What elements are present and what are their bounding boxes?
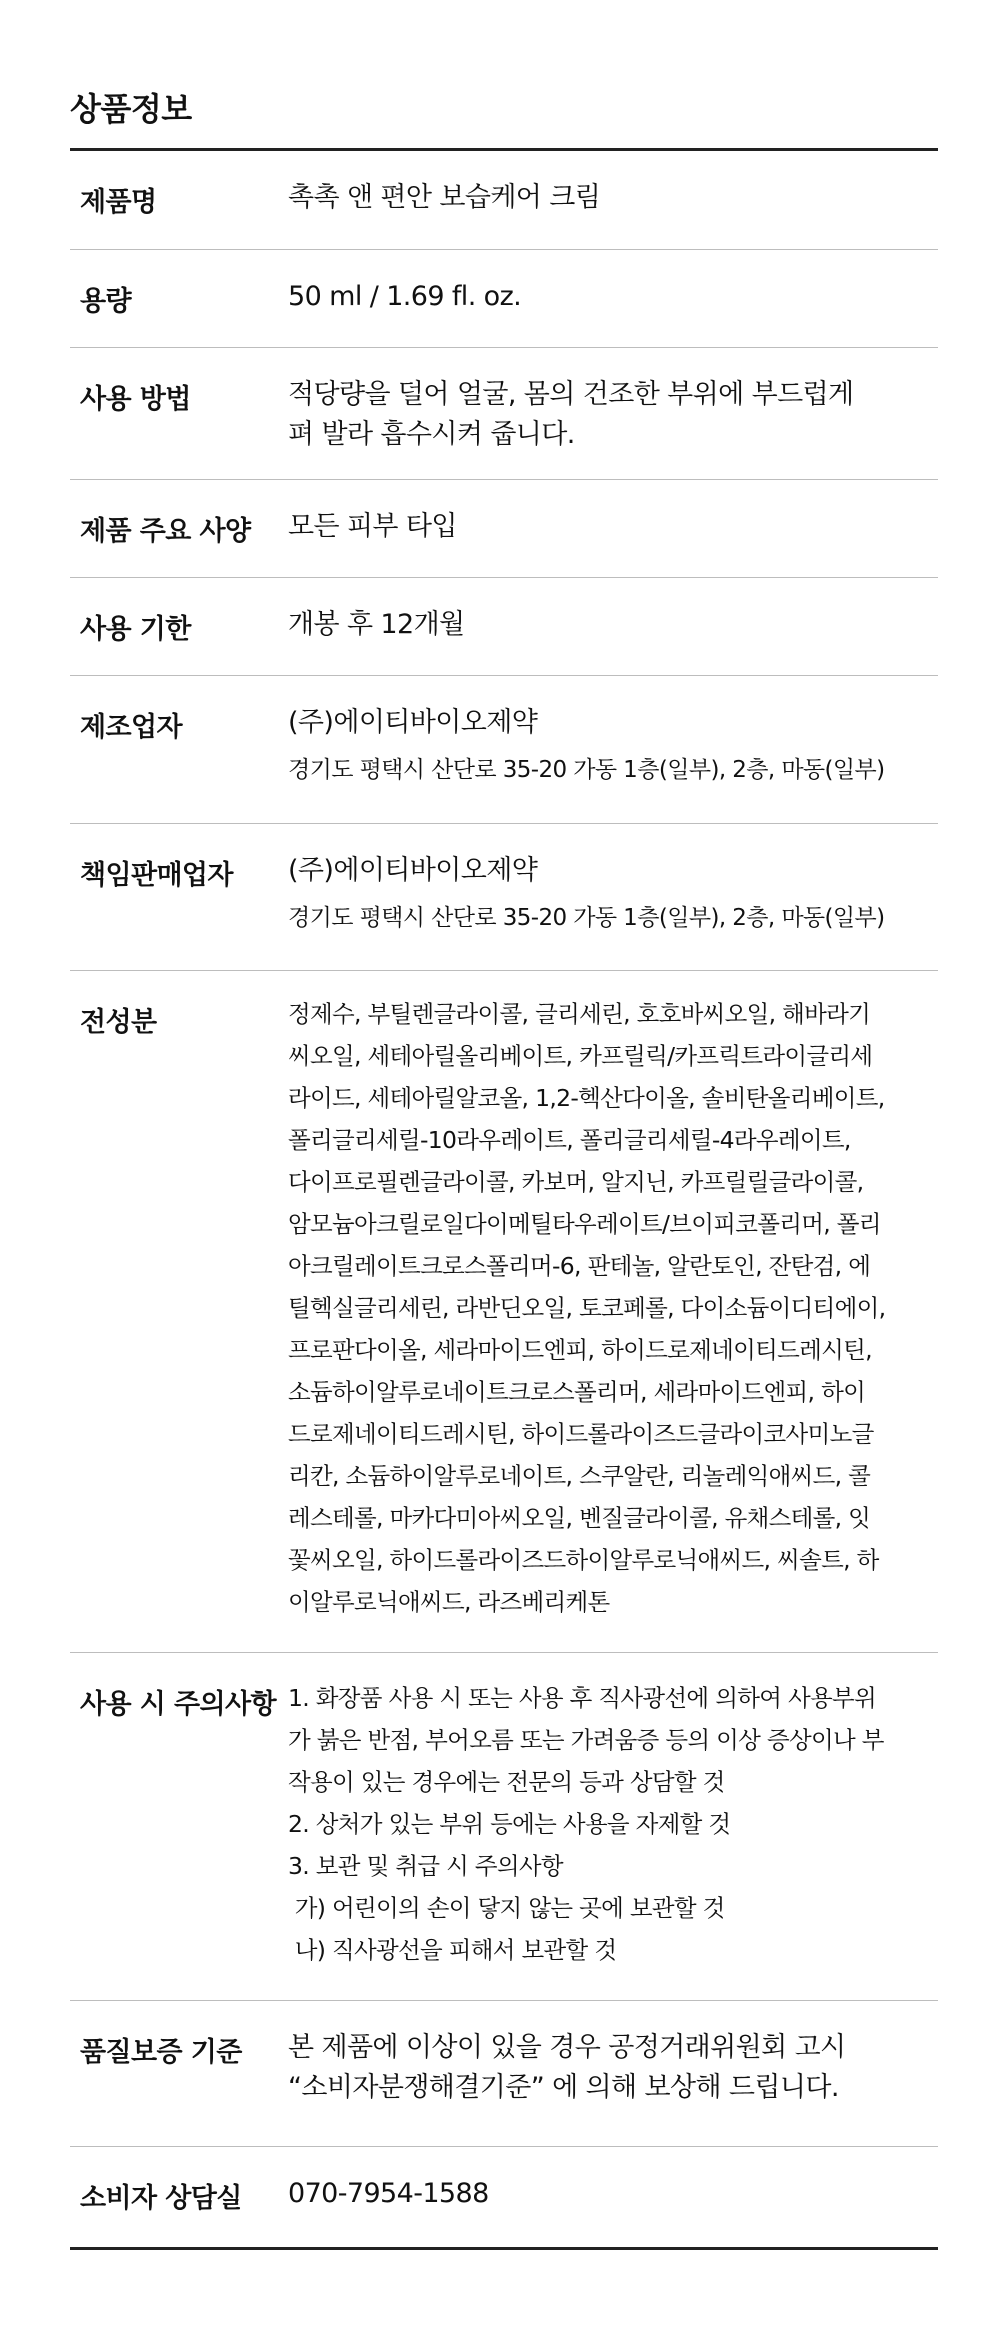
precaution-line: 나) 직사광선을 피해서 보관할 것 — [288, 1936, 617, 1964]
label-customer-center: 소비자 상담실 — [80, 2183, 242, 2214]
ingredients-line: 정제수, 부틸렌글라이콜, 글리세린, 호호바씨오일, 해바라기 — [288, 1000, 871, 1028]
bottom-divider — [70, 2247, 938, 2250]
ingredients-line: 프로판다이올, 세라마이드엔피, 하이드로제네이티드레시틴, — [288, 1336, 872, 1364]
guarantee-line: “소비자분쟁해결기준” 에 의해 보상해 드립니다. — [288, 2072, 839, 2103]
value-ingredients — [288, 993, 933, 1623]
ingredients-line: 레스테롤, 마카다미아씨오일, 벤질글라이콜, 유채스테롤, 잇 — [288, 1504, 871, 1532]
label-precautions: 사용 시 주의사항 — [80, 1689, 276, 1720]
manufacturer-name: (주)에이티바이오제약 — [288, 707, 538, 738]
value-customer-phone: 070-7954-1588 — [288, 2178, 489, 2209]
guarantee-line: 본 제품에 이상이 있을 경우 공정거래위원회 고시 — [288, 2032, 846, 2063]
value-quality-guarantee — [288, 2028, 933, 2108]
value-manufacturer — [288, 703, 933, 787]
section-title: 상품정보 — [70, 90, 192, 128]
value-distributor — [288, 851, 933, 935]
ingredients-line: 리칸, 소듐하이알루로네이트, 스쿠알란, 리놀레익애씨드, 콜 — [288, 1462, 871, 1490]
manufacturer-address: 경기도 평택시 산단로 35-20 가동 1층(일부), 2층, 마동(일부) — [288, 757, 885, 783]
ingredients-line: 아크릴레이트크로스폴리머-6, 판테놀, 알란토인, 잔탄검, 에 — [288, 1252, 871, 1280]
precaution-line: 2. 상처가 있는 부위 등에는 사용을 자제할 것 — [288, 1810, 731, 1838]
label-distributor: 책임판매업자 — [80, 860, 233, 891]
row-divider — [70, 2146, 938, 2147]
label-expiry: 사용 기한 — [80, 614, 191, 645]
value-main-spec: 모든 피부 타입 — [288, 511, 457, 542]
value-product-name: 촉촉 앤 편안 보습케어 크림 — [288, 182, 601, 213]
value-usage — [288, 375, 933, 455]
ingredients-line: 씨오일, 세테아릴올리베이트, 카프릴릭/카프릭트라이글리세 — [288, 1042, 873, 1070]
precaution-line: 가 붉은 반점, 부어오름 또는 가려움증 등의 이상 증상이나 부 — [288, 1726, 884, 1754]
distributor-address: 경기도 평택시 산단로 35-20 가동 1층(일부), 2층, 마동(일부) — [288, 905, 885, 931]
usage-line: 펴 발라 흡수시켜 줍니다. — [288, 419, 575, 450]
row-divider — [70, 675, 938, 676]
ingredients-line: 라이드, 세테아릴알코올, 1,2-헥산다이올, 솔비탄올리베이트, — [288, 1084, 885, 1112]
label-ingredients: 전성분 — [80, 1007, 157, 1038]
precaution-line: 3. 보관 및 취급 시 주의사항 — [288, 1852, 563, 1880]
value-volume: 50 ml / 1.69 fl. oz. — [288, 281, 522, 312]
precaution-line: 1. 화장품 사용 시 또는 사용 후 직사광선에 의하여 사용부위 — [288, 1684, 876, 1712]
label-manufacturer: 제조업자 — [80, 712, 182, 743]
ingredients-line: 폴리글리세릴-10라우레이트, 폴리글리세릴-4라우레이트, — [288, 1126, 851, 1154]
ingredients-line: 꽃씨오일, 하이드롤라이즈드하이알루로닉애씨드, 씨솔트, 하 — [288, 1546, 879, 1574]
row-divider — [70, 2000, 938, 2001]
ingredients-line: 소듐하이알루로네이트크로스폴리머, 세라마이드엔피, 하이 — [288, 1378, 866, 1406]
ingredients-line: 암모늄아크릴로일다이메틸타우레이트/브이피코폴리머, 폴리 — [288, 1210, 881, 1238]
precaution-line: 작용이 있는 경우에는 전문의 등과 상담할 것 — [288, 1768, 725, 1796]
row-divider — [70, 577, 938, 578]
row-divider — [70, 479, 938, 480]
distributor-name: (주)에이티바이오제약 — [288, 855, 538, 886]
value-expiry: 개봉 후 12개월 — [288, 609, 465, 640]
precaution-line: 가) 어린이의 손이 닿지 않는 곳에 보관할 것 — [288, 1894, 725, 1922]
ingredients-line: 이알루로닉애씨드, 라즈베리케톤 — [288, 1588, 610, 1616]
row-divider — [70, 249, 938, 250]
top-divider — [70, 148, 938, 151]
label-main-spec: 제품 주요 사양 — [80, 516, 251, 547]
label-product-name: 제품명 — [80, 187, 157, 218]
row-divider — [70, 1652, 938, 1653]
label-quality-guarantee: 품질보증 기준 — [80, 2037, 242, 2068]
value-precautions — [288, 1677, 933, 1971]
row-divider — [70, 823, 938, 824]
label-usage: 사용 방법 — [80, 384, 191, 415]
row-divider — [70, 970, 938, 971]
ingredients-line: 다이프로필렌글라이콜, 카보머, 알지닌, 카프릴릴글라이콜, — [288, 1168, 864, 1196]
ingredients-line: 틸헥실글리세린, 라반딘오일, 토코페롤, 다이소듐이디티에이, — [288, 1294, 886, 1322]
ingredients-line: 드로제네이티드레시틴, 하이드롤라이즈드글라이코사미노글 — [288, 1420, 874, 1448]
label-volume: 용량 — [80, 286, 131, 317]
row-divider — [70, 347, 938, 348]
usage-line: 적당량을 덜어 얼굴, 몸의 건조한 부위에 부드럽게 — [288, 379, 854, 410]
